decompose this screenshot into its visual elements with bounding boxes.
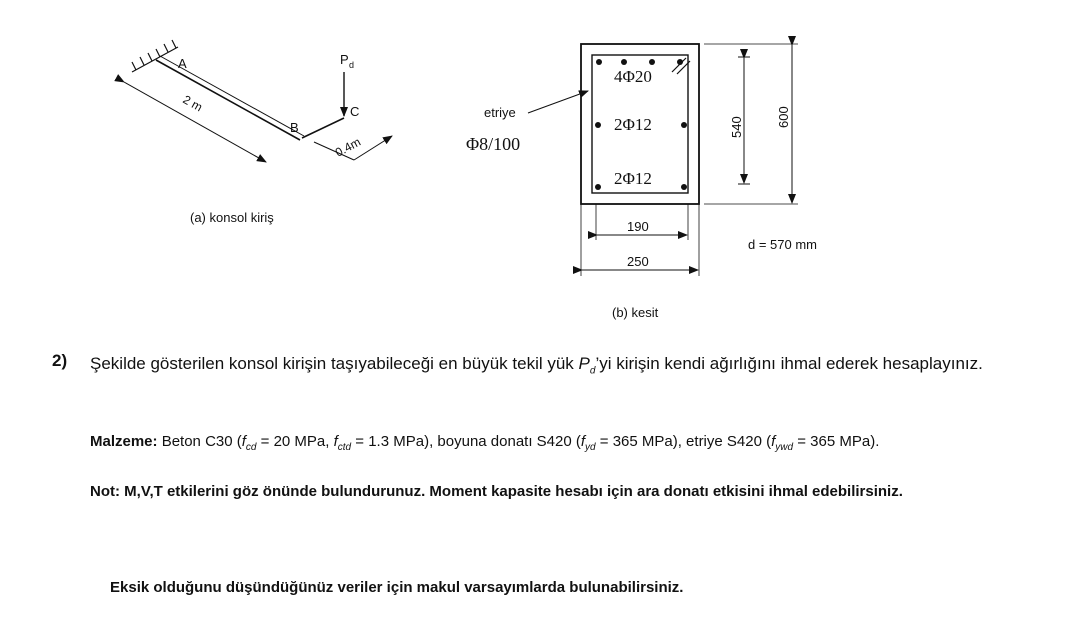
dim-height: 600 <box>776 106 791 128</box>
materials-line <box>90 433 879 453</box>
top-bar <box>677 59 683 65</box>
question-text <box>90 351 1050 384</box>
label-p-sub: d <box>349 60 355 70</box>
fyd-symbol: f <box>580 433 586 450</box>
stirrup-label: etriye <box>484 105 516 120</box>
top-bar <box>596 59 602 65</box>
question-text-part: Şekilde gösterilen konsol kirişin taşıyabileceği en büyük tekil yük <box>90 354 579 373</box>
top-bar <box>649 59 655 65</box>
fywd-subscript: ywd <box>775 442 794 453</box>
assumption-text: Eksik olduğunu düşündüğünüz veriler için makul varsayımlarda bulunabilirsiniz. <box>110 579 684 596</box>
cantilever-beam-drawing <box>124 40 392 225</box>
label-p: P <box>340 52 349 67</box>
stirrup-leader <box>528 91 588 113</box>
dim-line-ab <box>124 82 266 162</box>
dim-ab-label: 2 m <box>180 92 205 115</box>
mid-bars-label: 2Φ12 <box>614 115 652 134</box>
top-bar <box>621 59 627 65</box>
dim-inner-height: 540 <box>729 116 744 138</box>
dim-width: 250 <box>627 254 649 269</box>
bottom-bar <box>595 184 601 190</box>
stirrup-spec: Φ8/100 <box>466 134 521 154</box>
fixed-support <box>132 40 178 72</box>
fctd-subscript: ctd <box>337 442 352 453</box>
beam-ab <box>156 60 300 140</box>
label-c: C <box>350 104 360 119</box>
fcd-subscript: cd <box>245 442 257 453</box>
materials-text: = 20 MPa, <box>256 433 334 450</box>
note-text: Not: M,V,T etkilerini göz önünde bulundurunuz. Moment kapasite hesabı için ara donatı etkisini ihmal edebilirsiniz. <box>90 483 903 500</box>
bottom-bars-label: 2Φ12 <box>614 169 652 188</box>
mid-bar <box>595 122 601 128</box>
load-symbol: P <box>578 354 590 373</box>
fctd-symbol: f <box>333 433 338 450</box>
mid-bar <box>681 122 687 128</box>
label-b: B <box>290 120 299 135</box>
question-number: 2) <box>52 351 68 370</box>
materials-text: Beton C30 ( <box>157 433 242 450</box>
effective-depth: d = 570 mm <box>748 237 818 252</box>
bottom-bar <box>681 184 687 190</box>
label-a: A <box>178 56 187 71</box>
dim-bc-label: 0.4m <box>332 134 363 160</box>
load-subscript: d <box>589 365 596 377</box>
top-bars-label: 4Φ20 <box>614 67 652 86</box>
question-text-part: ’yi kirişin kendi ağırlığını ihmal ederek hesaplayınız. <box>595 354 983 373</box>
beam-bc <box>302 118 344 138</box>
materials-text: = 365 MPa). <box>793 433 880 450</box>
fcd-symbol: f <box>241 433 246 450</box>
materials-text: = 365 MPa), etriye S420 ( <box>595 433 772 450</box>
fyd-subscript: yd <box>585 442 596 453</box>
cross-section-drawing <box>466 44 817 320</box>
materials-label: Malzeme: <box>90 433 158 450</box>
caption-b: (b) kesit <box>612 305 659 320</box>
materials-text: = 1.3 MPa), boyuna donatı S420 ( <box>351 433 581 450</box>
fywd-symbol: f <box>771 433 776 450</box>
dim-inner-width: 190 <box>627 219 649 234</box>
caption-a: (a) konsol kiriş <box>190 210 274 225</box>
